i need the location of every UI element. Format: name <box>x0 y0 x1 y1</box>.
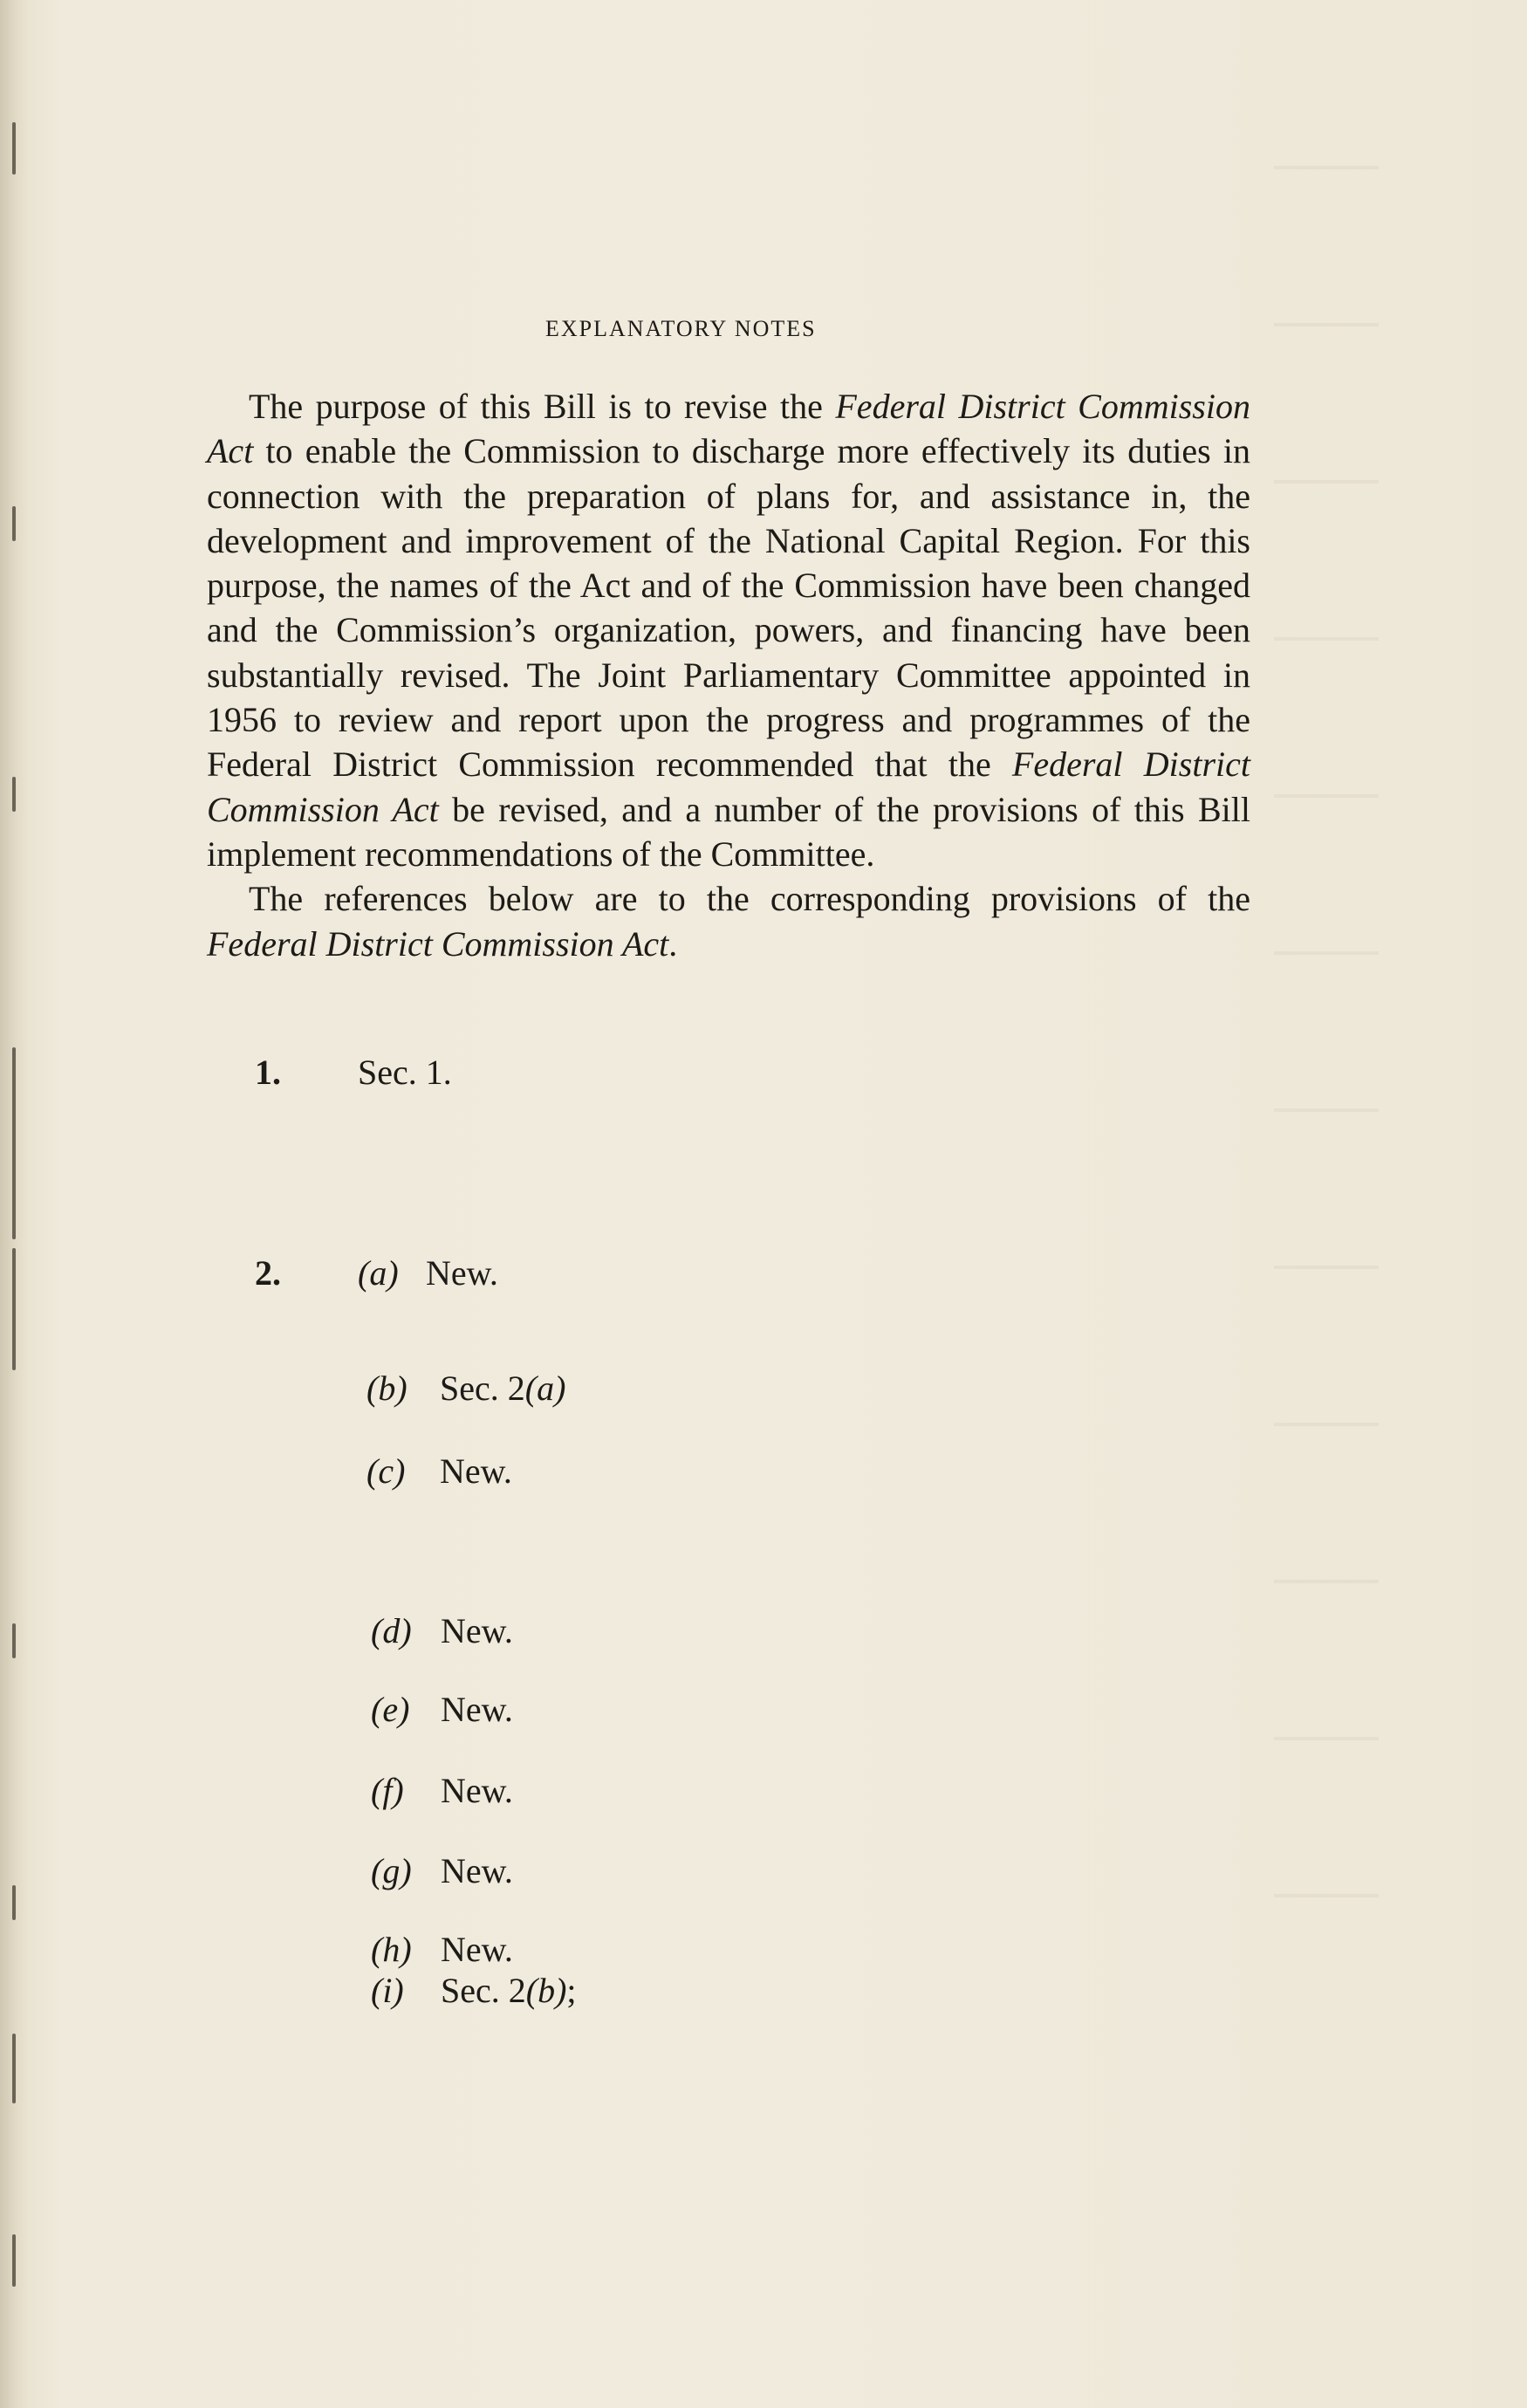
item-reference: New. <box>441 1690 513 1729</box>
item-reference: New. <box>441 1930 513 1969</box>
clause-number: 1. <box>255 1053 281 1092</box>
clause-number: 2. <box>255 1253 281 1293</box>
binding-stitch <box>12 1885 16 1920</box>
binding-stitch <box>12 777 16 812</box>
item-reference-suffix: (b) <box>525 1971 567 2010</box>
item-reference: New. <box>440 1451 512 1491</box>
binding-edge <box>0 0 30 2408</box>
clause-item <box>371 1610 513 1651</box>
binding-stitch <box>12 1047 16 1239</box>
item-letter: (c) <box>366 1451 406 1491</box>
item-reference: New. <box>441 1771 513 1810</box>
clause-item <box>371 1689 513 1730</box>
item-letter: (d) <box>371 1611 412 1650</box>
references-text: The references below are to the corresponding provisions of the <box>249 879 1250 919</box>
item-reference-trailing: ; <box>566 1971 577 2010</box>
item-reference: New. <box>426 1253 498 1293</box>
clause-item <box>366 1368 565 1409</box>
clause-item <box>366 1451 512 1492</box>
binding-stitch <box>12 2234 16 2287</box>
clause-item <box>371 1770 513 1811</box>
act-title: Federal District Commission Act <box>207 744 1250 829</box>
clause-reference: Sec. 1. <box>358 1053 452 1092</box>
act-title: Federal District Commission Act <box>207 387 1250 471</box>
page-heading: EXPLANATORY NOTES <box>545 316 817 341</box>
item-reference-suffix: (a) <box>524 1369 566 1408</box>
act-title: Federal District Commission Act <box>207 923 669 964</box>
item-letter: (h) <box>371 1930 412 1969</box>
clause-item <box>358 1252 498 1293</box>
item-reference: Sec. 2 <box>441 1971 526 2010</box>
bleed-through <box>1274 131 1379 2051</box>
paragraph-text-middle: to enable the Commission to discharge more effectively its duties in connection with the preparation of plans for, and assistance in, the development and improvement of the National Capital Region. For this purpose, the names of the Act and of the Commission have been changed and the Commission’s organization, powers, and financing have been substantially revised. The Joint Parliamentary Committee appointed in 1956 to review and report upon the progress and programmes of the Federal District Commission recommended that the <box>207 431 1250 785</box>
binding-stitch <box>12 1623 16 1658</box>
binding-stitch <box>12 122 16 175</box>
binding-stitch <box>12 1248 16 1370</box>
item-letter: (f) <box>371 1771 404 1810</box>
item-reference: Sec. 2 <box>440 1369 525 1408</box>
item-reference: New. <box>441 1851 513 1890</box>
clause-item <box>371 1850 513 1891</box>
binding-stitch <box>12 506 16 541</box>
item-reference: New. <box>441 1611 513 1650</box>
explanatory-paragraph <box>207 384 1250 966</box>
item-letter: (g) <box>371 1851 412 1890</box>
binding-stitch <box>12 2034 16 2103</box>
references-period: . <box>668 923 678 964</box>
paragraph-text-start: The purpose of this Bill is to revise the <box>249 387 836 426</box>
item-letter: (b) <box>366 1369 407 1408</box>
item-letter: (i) <box>371 1971 404 2010</box>
clause-item <box>371 1970 577 2011</box>
paragraph-text-end: be revised, and a number of the provisions of this Bill implement recommendations of the Committee. <box>207 789 1250 874</box>
item-letter: (e) <box>371 1690 410 1729</box>
clause-item <box>371 1929 513 1970</box>
item-letter: (a) <box>358 1253 399 1293</box>
